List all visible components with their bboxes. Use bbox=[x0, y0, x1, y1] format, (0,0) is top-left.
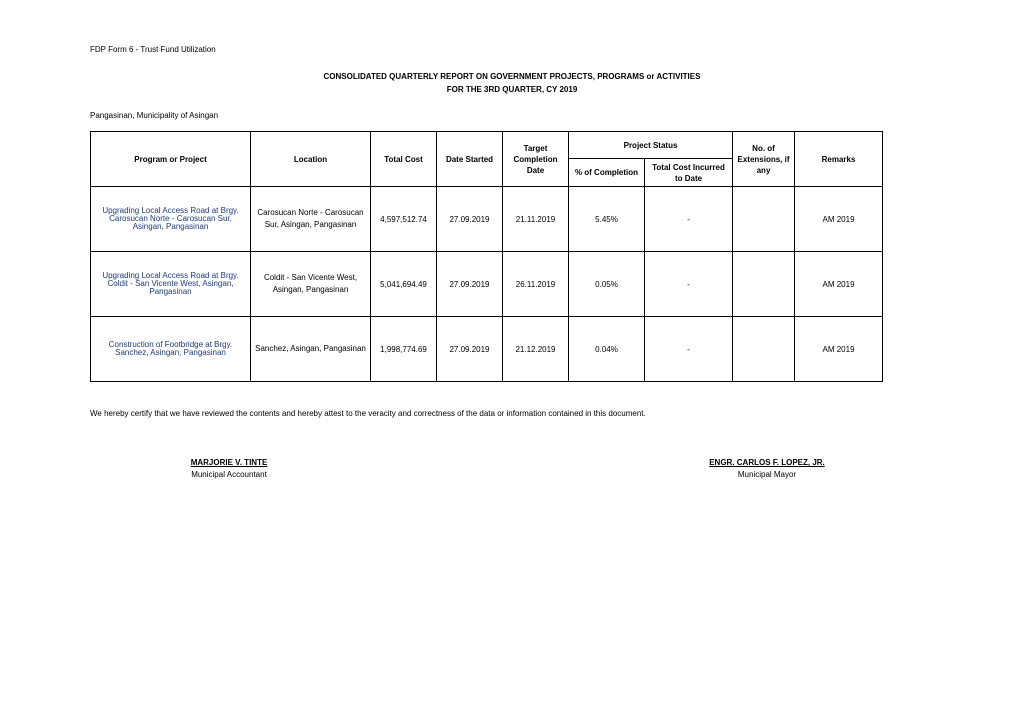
header-program: Program or Project bbox=[91, 132, 251, 187]
signatory-accountant bbox=[129, 457, 329, 481]
cell-program: Upgrading Local Access Road at Brgy. Carosucan Norte - Carosucan Sur, Asingan, Pangasinan bbox=[91, 187, 251, 252]
header-pct-completion: % of Completion bbox=[569, 159, 645, 187]
cell-cost-incurred: - bbox=[645, 252, 733, 317]
signatory-name: MARJORIE V. TINTE bbox=[190, 458, 268, 467]
cell-cost-incurred: - bbox=[645, 187, 733, 252]
cell-date-started: 27.09.2019 bbox=[437, 252, 503, 317]
header-extensions: No. of Extensions, if any bbox=[733, 132, 795, 187]
report-title: CONSOLIDATED QUARTERLY REPORT ON GOVERNMENT PROJECTS, PROGRAMS or ACTIVITIES bbox=[323, 72, 701, 81]
header-remarks: Remarks bbox=[795, 132, 883, 187]
cell-location: Sanchez, Asingan, Pangasinan bbox=[251, 317, 371, 382]
certification-text: We hereby certify that we have reviewed the contents and hereby attest to the veracity and correctness of the data or information contained in this document. bbox=[90, 409, 646, 418]
cell-target-completion: 26.11.2019 bbox=[503, 252, 569, 317]
cell-pct-completion: 0.05% bbox=[569, 252, 645, 317]
header-project-status: Project Status bbox=[569, 132, 733, 159]
table-row bbox=[91, 187, 883, 252]
cell-target-completion: 21.11.2019 bbox=[503, 187, 569, 252]
signatory-title: Municipal Accountant bbox=[191, 470, 267, 479]
table-row bbox=[91, 317, 883, 382]
cell-program: Upgrading Local Access Road at Brgy. Coldit - San Vicente West, Asingan, Pangasinan bbox=[91, 252, 251, 317]
cell-location: Coldit - San Vicente West, Asingan, Pangasinan bbox=[251, 252, 371, 317]
cell-date-started: 27.09.2019 bbox=[437, 317, 503, 382]
report-subtitle: FOR THE 3RD QUARTER, CY 2019 bbox=[446, 85, 578, 94]
cell-pct-completion: 5.45% bbox=[569, 187, 645, 252]
cell-remarks: AM 2019 bbox=[795, 317, 883, 382]
cell-cost-incurred: - bbox=[645, 317, 733, 382]
cell-location: Carosucan Norte - Carosucan Sur, Asingan, Pangasinan bbox=[251, 187, 371, 252]
signatory-title: Municipal Mayor bbox=[737, 470, 797, 479]
form-label: FDP Form 6 - Trust Fund Utilization bbox=[90, 45, 216, 54]
cell-extensions bbox=[733, 187, 795, 252]
cell-total-cost: 5,041,694.49 bbox=[371, 252, 437, 317]
header-date-started: Date Started bbox=[437, 132, 503, 187]
cell-extensions bbox=[733, 317, 795, 382]
cell-program: Construction of Footbridge at Brgy. Sanchez, Asingan, Pangasinan bbox=[91, 317, 251, 382]
cell-target-completion: 21.12.2019 bbox=[503, 317, 569, 382]
signatory-mayor bbox=[667, 457, 867, 481]
cell-extensions bbox=[733, 252, 795, 317]
cell-date-started: 27.09.2019 bbox=[437, 187, 503, 252]
cell-total-cost: 4,597,512.74 bbox=[371, 187, 437, 252]
place-label: Pangasinan, Municipality of Asingan bbox=[90, 111, 219, 120]
header-total-cost: Total Cost bbox=[371, 132, 437, 187]
table-row bbox=[91, 252, 883, 317]
cell-total-cost: 1,998,774.69 bbox=[371, 317, 437, 382]
header-location: Location bbox=[251, 132, 371, 187]
header-target-completion: Target Completion Date bbox=[503, 132, 569, 187]
report-table bbox=[90, 131, 883, 382]
cell-remarks: AM 2019 bbox=[795, 187, 883, 252]
cell-remarks: AM 2019 bbox=[795, 252, 883, 317]
cell-pct-completion: 0.04% bbox=[569, 317, 645, 382]
header-cost-incurred: Total Cost Incurred to Date bbox=[645, 159, 733, 187]
signatory-name: ENGR. CARLOS F. LOPEZ, JR. bbox=[709, 458, 825, 467]
